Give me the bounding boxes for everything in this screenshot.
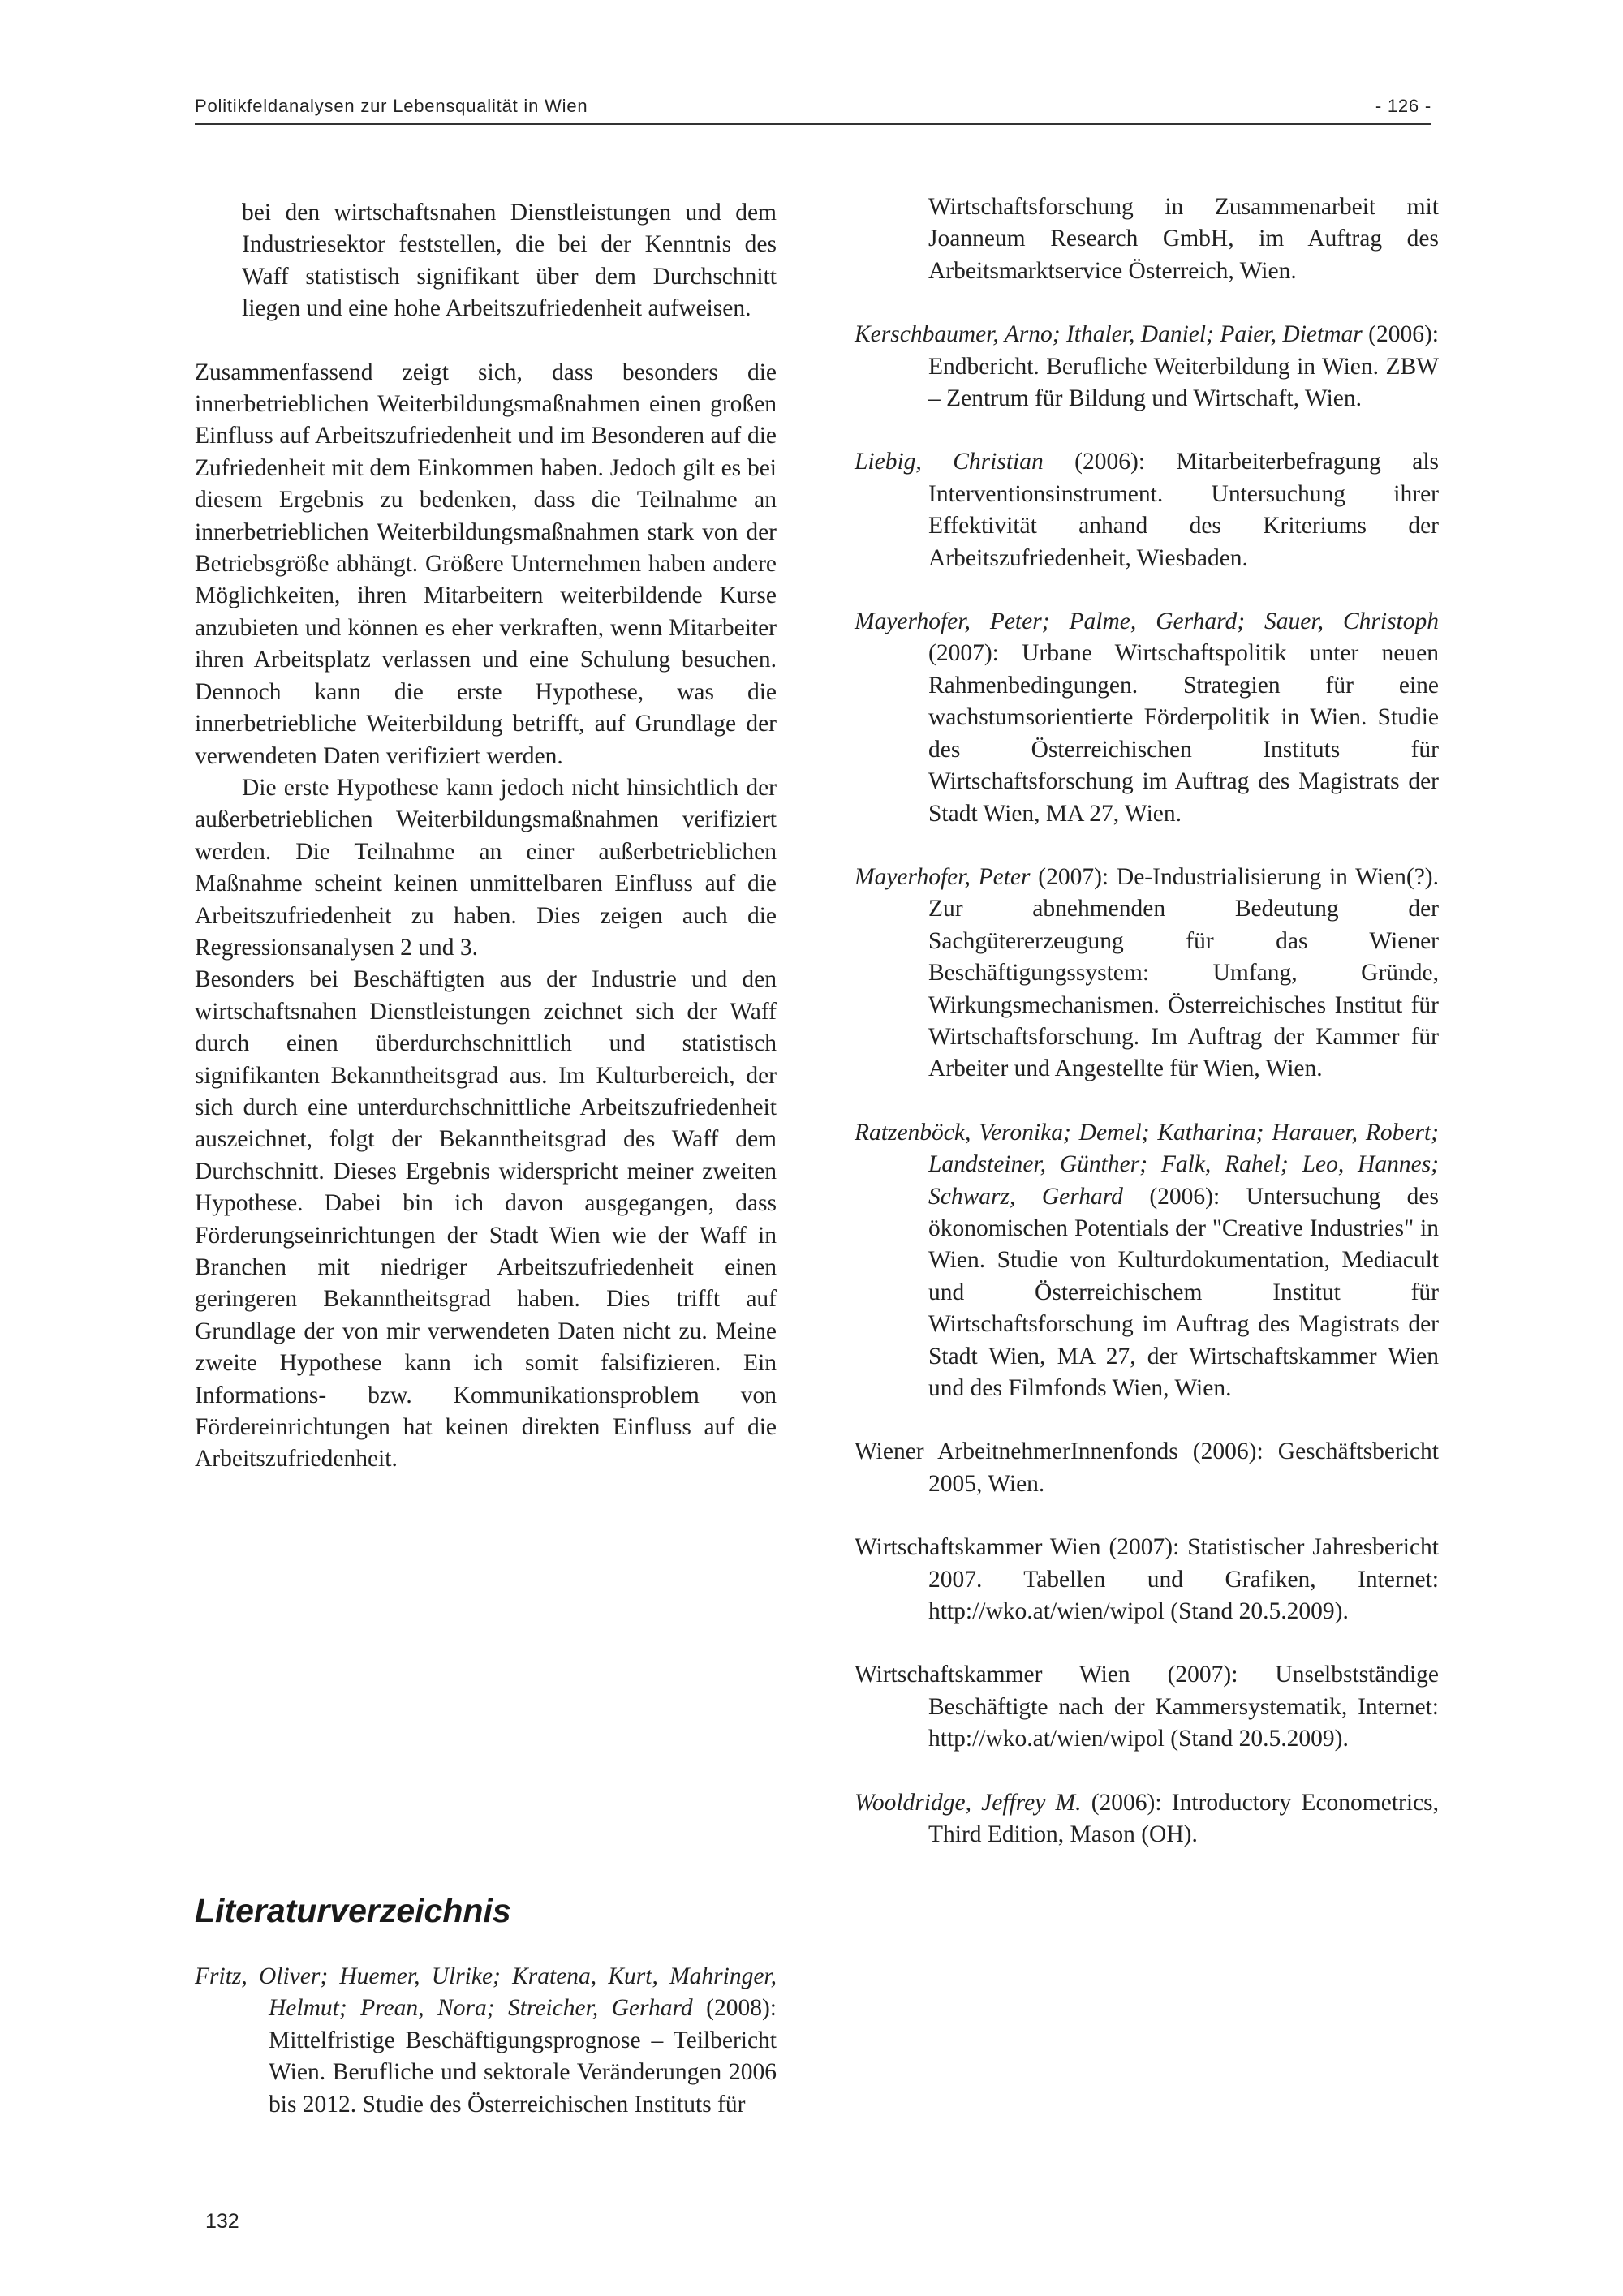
reference-item: Wirtschaftskammer Wien (2007): Statistischer Jahresbericht 2007. Tabellen und Grafiken, Internet: http://wko.at/wien/wipol (Stand 20.5.2009). [855,1534,1439,1625]
reference-details: (2008): Mittelfristige Beschäftigungsprognose – Teilbericht Wien. Berufliche und sektorale Veränderungen 2006 bis 2012. Studie des Österreichischen Instituts für [269,1995,777,2118]
reference-item: Wiener ArbeitnehmerInnenfonds (2006): Geschäftsbericht 2005, Wien. [855,1438,1439,1497]
reference-item [855,319,1439,415]
running-header [195,94,1431,125]
reference-authors: Liebig, Christian [855,449,1044,475]
reference-item [855,1787,1439,1851]
paragraph-hypothesis-one: Die erste Hypothese kann jedoch nicht hinsichtlich der außerbetrieblichen Weiterbildungsmaßnahmen verifiziert werden. Die Teilnahme an einer außerbetrieblichen Maßnahme scheint keinen unmittelbaren Einfluss auf die Arbeitszufriedenheit zu haben. Dies zeigen auch die Regressionsanalysen 2 und 3. [195,774,777,961]
header-title: Politikfeldanalysen zur Lebensqualität in Wien [195,96,588,116]
reference-authors: Mayerhofer, Peter [855,863,1031,890]
reference-item [855,1117,1439,1405]
reference-authors: Kerschbaumer, Arno; Ithaler, Daniel; Paier, Dietmar [855,321,1363,348]
reference-authors: Ratzenböck, Veronika; Demel; Katharina; Harauer, Robert; Landsteiner, Günther; Falk, Rahel; Leo, Hannes; Schwarz, Gerhard [855,1119,1439,1210]
paragraph-hypothesis-two: Besonders bei Beschäftigten aus der Industrie und den wirtschaftsnahen Dienstleistungen zeichnet sich der Waff durch einen überdurchschnittlich und statistisch signifikanten Bekanntheitsgrad aus. Im Kulturbereich, der sich durch eine unterdurchschnittliche Arbeitszufriedenheit auszeichnet, folgt der Bekanntheitsgrad des Waff dem Durchschnitt. Dieses Ergebnis widerspricht meiner zweiten Hypothese. Dabei bin ich davon ausgegangen, dass Förderungseinrichtungen der Stadt Wien wie der Waff in Branchen mit niedriger Arbeitszufriedenheit einen geringeren Bekanntheitsgrad haben. Dies trifft auf Grundlage der von mir verwendeten Daten nicht zu. Meine zweite Hypothese kann ich somit falsifizieren. Ein Informations- bzw. Kommunikationsproblem von Fördereinrichtungen hat keinen direkten Einfluss auf die Arbeitszufriedenheit. [195,966,777,1473]
bibliography-right [855,191,1439,1882]
page-number: 132 [205,2210,239,2233]
reference-details: (2007): De-Industrialisierung in Wien(?). Zur abnehmenden Bedeutung der Sachgütererzeugung für das Wiener Beschäftigungssystem: Umfang, Gründe, Wirkungsmechanismen. Österreichisches Institut für Wirtschaftsforschung. Im Auftrag der Kammer für Arbeiter und Angestellte für Wien, Wien. [928,863,1439,1082]
reference-details: (2007): Urbane Wirtschaftspolitik unter neuen Rahmenbedingungen. Strategien für eine wachstumsorientierte Förderpolitik in Wien. Studie des Österreichischen Instituts für Wirtschaftsforschung im Auftrag des Magistrats der Stadt Wien, MA 27, Wien. [928,640,1439,827]
reference-details: (2006): Untersuchung des ökonomischen Potentials der "Creative Industries" in Wien. Studie von Kulturdokumentation, Mediacult und Österreichischem Institut für Wirtschaftsforschung im Auftrag des Magistrats der Stadt Wien, MA 27, der Wirtschaftskammer Wien und des Filmfonds Wien, Wien. [928,1183,1439,1401]
reference-continuation: Wirtschaftsforschung in Zusammenarbeit mit Joanneum Research GmbH, im Auftrag des Arbeitsmarktservice Österreich, Wien. [928,194,1439,284]
reference-details: (2006): Introductory Econometrics, Third Edition, Mason (OH). [928,1789,1439,1848]
reference-authors: Wooldridge, Jeffrey M. [855,1789,1082,1816]
reference-item [855,446,1439,574]
reference-details: (2006): Mitarbeiterbefragung als Interventionsinstrument. Untersuchung ihrer Effektivität anhand des Kriteriums der Arbeitszufriedenheit, Wiesbaden. [928,449,1440,571]
reference-item [195,1961,777,2121]
header-page-label: - 126 - [1375,96,1431,116]
reference-authors: Mayerhofer, Peter; Palme, Gerhard; Sauer, Christoph [855,608,1439,635]
left-column [195,197,777,1476]
reference-item: Wirtschaftskammer Wien (2007): Unselbstständige Beschäftigte nach der Kammersystematik, Internet: http://wko.at/wien/wipol (Stand 20.5.2009). [855,1662,1439,1752]
paragraph-summary: Zusammenfassend zeigt sich, dass besonders die innerbetrieblichen Weiterbildungsmaßnahmen einen großen Einfluss auf Arbeitszufriedenheit und im Besonderen auf die Zufriedenheit mit dem Einkommen haben. Jedoch gilt es bei diesem Ergebnis zu bedenken, dass die Teilnahme an innerbetrieblichen Weiterbildungsmaßnahmen stark von der Betriebsgröße abhängt. Größere Unternehmen haben andere Möglichkeiten, ihren Mitarbeitern weiterbildende Kurse anzubieten und können es eher verkraften, wenn Mitarbeiter ihren Arbeitsplatz verlassen und eine Schulung besuchen. Dennoch kann die erste Hypothese, was die innerbetriebliche Weiterbildung betrifft, auf Grundlage der verwendeten Daten verifiziert werden. [195,359,777,769]
paragraph-continuation: bei den wirtschaftsnahen Dienstleistungen und dem Industriesektor feststellen, die bei der Kenntnis des Waff statistisch signifikant über dem Durchschnitt liegen und eine hohe Arbeitszufriedenheit aufweisen. [242,200,777,322]
reference-details: (2006): Endbericht. Berufliche Weiterbildung in Wien. ZBW – Zentrum für Bildung und Wirtschaft, Wien. [928,321,1440,412]
reference-item [855,862,1439,1086]
reference-authors: Fritz, Oliver; Huemer, Ulrike; Kratena, Kurt, Mahringer, Helmut; Prean, Nora; Streicher, Gerhard [195,1963,777,2022]
bibliography-left [195,1961,777,2121]
reference-item [855,606,1439,830]
bibliography-heading: Literaturverzeichnis [195,1892,511,1929]
